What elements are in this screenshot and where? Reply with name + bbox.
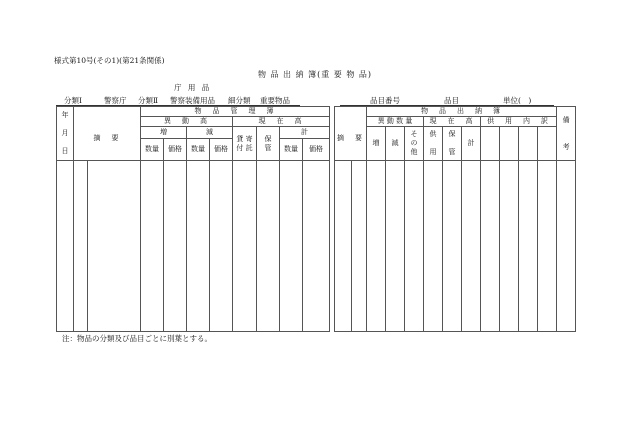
item-number-label: 品目番号 xyxy=(370,96,400,105)
body-cell xyxy=(57,161,74,332)
remarks-label-2: 考 xyxy=(562,142,570,151)
price-header: 価格 xyxy=(210,139,233,161)
day-label: 日 xyxy=(61,147,69,155)
body-cell xyxy=(210,161,233,332)
body-cell xyxy=(481,161,500,332)
subclass-value: 重要物品 xyxy=(260,96,290,105)
left-ledger-table xyxy=(56,106,330,332)
footnote: 注：物品の分類及び品目ごとに別葉とする。 xyxy=(62,334,212,343)
body-cell xyxy=(257,161,280,332)
other-label-2: の xyxy=(410,139,418,147)
body-cell xyxy=(74,161,88,332)
right-increase-header: 増 xyxy=(367,127,386,161)
right-total-header: 計 xyxy=(462,127,481,161)
right-summary-header: 摘 要 xyxy=(335,117,367,161)
body-cell xyxy=(233,161,257,332)
right-ledger-table xyxy=(334,106,576,332)
left-total-header: 計 xyxy=(280,127,330,139)
qty-header: 数量 xyxy=(141,139,164,161)
body-cell xyxy=(386,161,405,332)
body-cell xyxy=(141,161,164,332)
left-custody-label: 保 xyxy=(264,134,272,143)
loan-header xyxy=(233,127,257,161)
price-header: 価格 xyxy=(303,139,330,161)
body-cell xyxy=(352,161,367,332)
supply-label-2: 用 xyxy=(429,148,437,156)
blank-cell xyxy=(335,107,367,117)
left-ledger-title: 物 品 管 理 簿 xyxy=(141,107,330,117)
right-custody-label: 保 xyxy=(448,130,456,138)
class2-label: 分類Ⅱ xyxy=(138,96,159,105)
breakdown-header: 供 用 内 訳 xyxy=(481,117,557,127)
year-label: 年 xyxy=(61,111,69,119)
remarks-label: 備 xyxy=(562,115,570,124)
left-movement-header: 異 動 高 xyxy=(141,117,233,127)
other-label-3: 他 xyxy=(410,148,418,156)
body-cell xyxy=(538,161,557,332)
body-cell xyxy=(462,161,481,332)
left-decrease-header: 減 xyxy=(187,127,233,139)
body-cell xyxy=(335,161,352,332)
agency-label: 庁 用 品 xyxy=(174,83,212,92)
date-header-cell xyxy=(57,107,74,161)
body-cell xyxy=(88,161,141,332)
left-custody-header xyxy=(257,127,280,161)
loan-label: 貸 寄 xyxy=(236,134,253,143)
right-current-header: 現 在 高 xyxy=(424,117,481,127)
right-custody-label-2: 管 xyxy=(448,148,456,156)
supply-header xyxy=(424,127,443,161)
body-cell xyxy=(557,161,576,332)
body-cell xyxy=(500,161,519,332)
form-number: 様式第10号(その1)(第21条関係) xyxy=(54,56,165,65)
body-cell xyxy=(164,161,187,332)
unit-label: 単位( ) xyxy=(503,96,532,105)
month-label: 月 xyxy=(61,129,69,137)
price-header: 価格 xyxy=(164,139,187,161)
body-cell xyxy=(280,161,303,332)
right-ledger-title: 物 品 出 納 簿 xyxy=(367,107,557,117)
blank-cell xyxy=(74,107,141,117)
supply-label: 供 xyxy=(429,130,437,138)
other-label: そ xyxy=(410,130,418,138)
body-cell xyxy=(303,161,330,332)
page-title: 物 品 出 納 簿(重 要 物 品) xyxy=(257,70,373,79)
loan-label-2: 付 託 xyxy=(236,143,253,152)
breakdown-cell xyxy=(500,127,519,161)
left-current-header: 現 在 高 xyxy=(233,117,330,127)
body-cell xyxy=(405,161,424,332)
class2-value: 警察装備用品 xyxy=(170,96,215,105)
body-cell xyxy=(519,161,538,332)
left-summary-header: 摘 要 xyxy=(74,117,141,161)
breakdown-cell xyxy=(519,127,538,161)
breakdown-cell xyxy=(481,127,500,161)
body-cell xyxy=(367,161,386,332)
right-movement-header: 異 動 数 量 xyxy=(367,117,424,127)
qty-header: 数量 xyxy=(280,139,303,161)
item-name-label: 品目 xyxy=(444,96,459,105)
right-custody-header xyxy=(443,127,462,161)
right-decrease-header: 減 xyxy=(386,127,405,161)
class1-label: 分類Ⅰ xyxy=(64,96,82,105)
left-increase-header: 増 xyxy=(141,127,187,139)
qty-header: 数量 xyxy=(187,139,210,161)
breakdown-cell xyxy=(538,127,557,161)
class1-value: 警察庁 xyxy=(104,96,127,105)
body-cell xyxy=(424,161,443,332)
body-cell xyxy=(443,161,462,332)
subclass-label: 細分類 xyxy=(228,96,251,105)
body-cell xyxy=(187,161,210,332)
other-header xyxy=(405,127,424,161)
left-custody-label-2: 管 xyxy=(264,143,272,152)
remarks-header xyxy=(557,107,576,161)
